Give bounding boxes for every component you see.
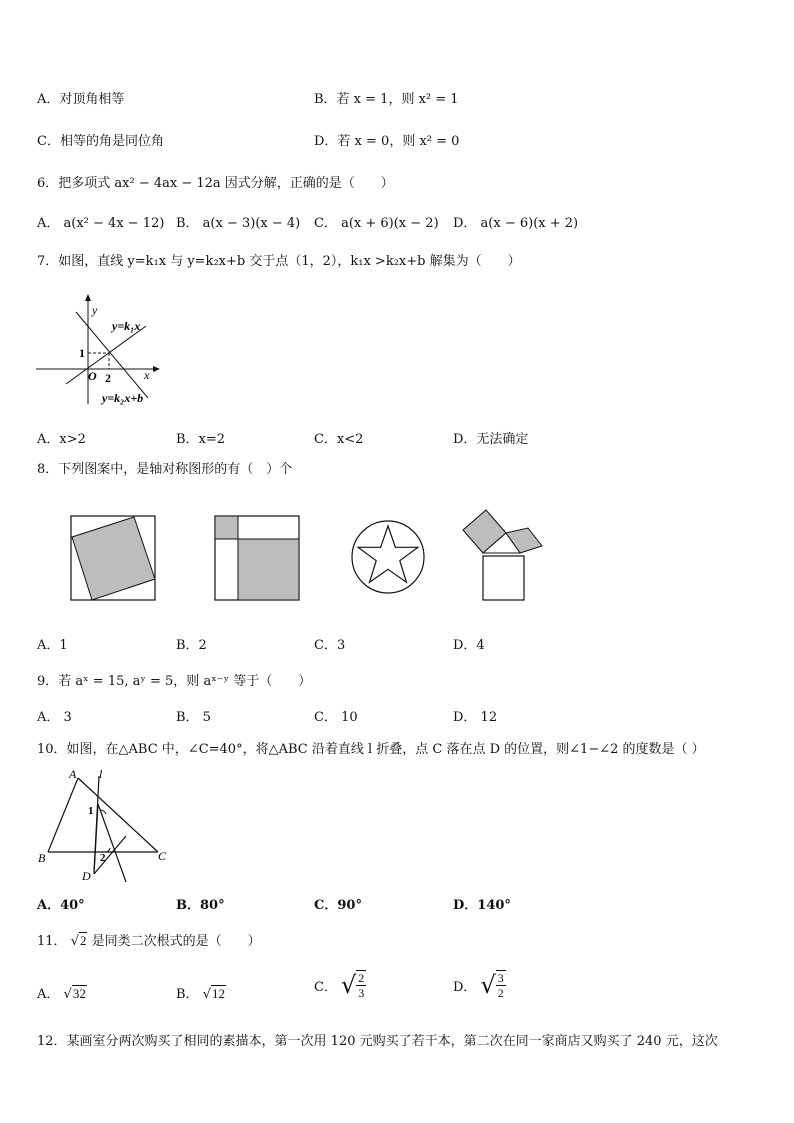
q8-option-c: C．3 [314,638,346,653]
q10-option-a: A．40° [37,898,85,913]
q10-label-C: C [158,849,167,863]
q6-option-b: B． a(x − 3)(x − 4) [176,216,301,231]
q11-option-b-sqrt-icon: √ [202,987,211,1002]
q7-option-b: B．x=2 [176,432,226,447]
q7-tick-x: 2 [105,371,111,385]
q8-option-d: D．4 [453,638,485,653]
q10-label-angle1: 1 [88,805,94,817]
q9-option-c: C． 10 [314,710,358,725]
q11-option-c [314,970,366,1000]
q10-label-D: D [82,869,91,882]
q11-option-d-sqrt-icon: √ [480,971,496,999]
q10-label-l: l [99,767,103,781]
q10-label-angle2: 2 [100,852,106,864]
q11-stem-radicand: 2 [79,933,87,948]
q9-option-b: B． 5 [176,710,211,725]
q8-figure-3 [350,519,426,595]
q11-option-a [37,983,87,1002]
q11-option-d-numerator: 3 [497,971,504,985]
q7-origin-label: O [88,369,97,383]
q11-option-b-label: B． [176,987,199,1002]
q7-option-d: D．无法确定 [453,432,529,447]
q7-line2-label: y=k₂x+b [102,391,144,405]
q7-tick-y: 1 [79,346,85,360]
q7-line1-label: y=k₁x [112,319,141,333]
q11-option-d-denominator: 2 [497,986,504,1000]
q11-option-a-radicand: 32 [72,986,86,1001]
q10-option-b: B．80° [176,898,225,913]
q10-stem: 10．如图，在△ABC 中，∠C=40°，将△ABC 沿着直线 l 折叠，点 C 落在点 D 的位置，则∠1−∠2 的度数是（ ） [37,742,705,757]
q11-stem-text: 是同类二次根式的是（ ） [91,934,261,949]
q8-figure-1 [70,515,157,602]
q7-y-label: y [92,303,98,317]
q11-option-c-label: C． [314,979,337,995]
q11-option-c-sqrt-icon: √ [340,971,357,999]
q11-number: 11． [37,934,67,949]
q6-option-d: D． a(x − 6)(x + 2) [453,216,579,231]
q11-option-c-denominator: 3 [358,986,365,1000]
q7-stem: 7．如图，直线 y=k₁x 与 y=k₂x+b 交于点（1，2），k₁x >k₂x+b 解集为（ ） [37,254,521,269]
q8-option-b: B．2 [176,638,207,653]
q9-option-a: A． 3 [37,710,72,725]
q11-option-c-numerator: 2 [358,971,365,985]
q11-option-b [176,983,226,1002]
q10-label-A: A [69,767,77,781]
q5-option-c: C．相等的角是同位角 [37,134,164,149]
q10-option-c: C．90° [314,898,362,913]
q8-stem: 8．下列图案中，是轴对称图形的有（ ）个 [37,462,293,477]
q6-option-a: A． a(x² − 4x − 12) [37,216,165,231]
q11-option-a-label: A． [37,987,60,1002]
q11-option-d [453,970,506,1000]
q8-figure-2 [214,515,301,602]
q12-stem: 12．某画室分两次购买了相同的素描本，第一次用 120 元购买了若干本，第二次在同一家商店又购买了 240 元，这次 [37,1034,718,1049]
q9-option-d: D． 12 [453,710,498,725]
q7-x-label: x [144,368,150,382]
q8-figure-4 [460,508,546,604]
q6-stem: 6．把多项式 ax² − 4ax − 12a 因式分解，正确的是（ ） [37,176,394,191]
q6-option-c: C． a(x + 6)(x − 2) [314,216,439,231]
q7-option-a: A．x>2 [37,432,86,447]
q10-figure [36,764,176,882]
q11-option-c-fraction [356,970,366,1000]
q5-option-b: B．若 x = 1，则 x² = 1 [314,92,459,107]
q11-option-d-fraction [496,970,506,1000]
q11-option-a-sqrt-icon: √ [63,987,72,1002]
q5-option-d: D．若 x = 0，则 x² = 0 [314,134,460,149]
q10-label-B: B [38,851,46,865]
q10-option-d: D．140° [453,898,511,913]
q11-sqrt-symbol: √ [70,934,79,949]
q5-option-a: A．对顶角相等 [37,92,125,107]
q11-option-d-label: D． [453,979,477,995]
q7-option-c: C．x<2 [314,432,364,447]
q7-figure [36,292,166,408]
q8-option-a: A．1 [37,638,68,653]
q9-stem: 9．若 aˣ = 15, aʸ = 5，则 aˣ⁻ʸ 等于（ ） [37,674,312,689]
q11-stem [37,930,261,949]
q11-option-b-radicand: 12 [212,986,225,1001]
